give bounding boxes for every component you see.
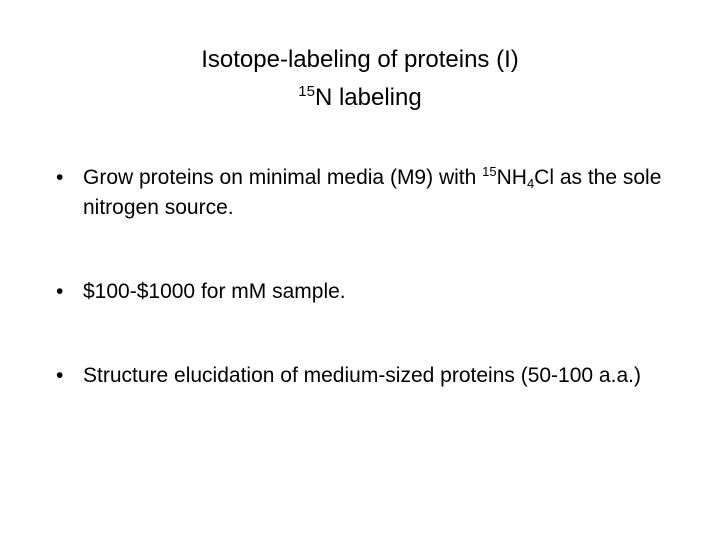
title-line-2-text: N labeling <box>314 84 422 111</box>
formula-subscript: 4 <box>526 176 535 191</box>
title-isotope-superscript: 15 <box>298 83 315 100</box>
bullet-text-pre: Grow proteins on minimal media (M9) with <box>83 166 483 189</box>
bullet-text: Structure elucidation of medium-sized proteins (50-100 a.a.) <box>83 364 641 387</box>
bullet-marker: • <box>56 364 64 387</box>
isotope-superscript: 15 <box>482 164 497 179</box>
bullet-marker: • <box>56 280 64 303</box>
slide-title <box>0 41 720 117</box>
bullet-item-cost <box>56 277 676 307</box>
bullet-list <box>56 163 676 445</box>
formula-nh: NH <box>496 166 527 189</box>
bullet-marker: • <box>56 166 64 189</box>
title-line-1: Isotope-labeling of proteins (I) <box>201 46 519 73</box>
bullet-text-post: Cl as the sole nitrogen source. <box>83 166 662 219</box>
bullet-item-growth-media <box>56 163 676 223</box>
bullet-text: $100-$1000 for mM sample. <box>83 280 346 303</box>
title-line-2 <box>0 79 720 117</box>
bullet-item-structure <box>56 361 676 391</box>
